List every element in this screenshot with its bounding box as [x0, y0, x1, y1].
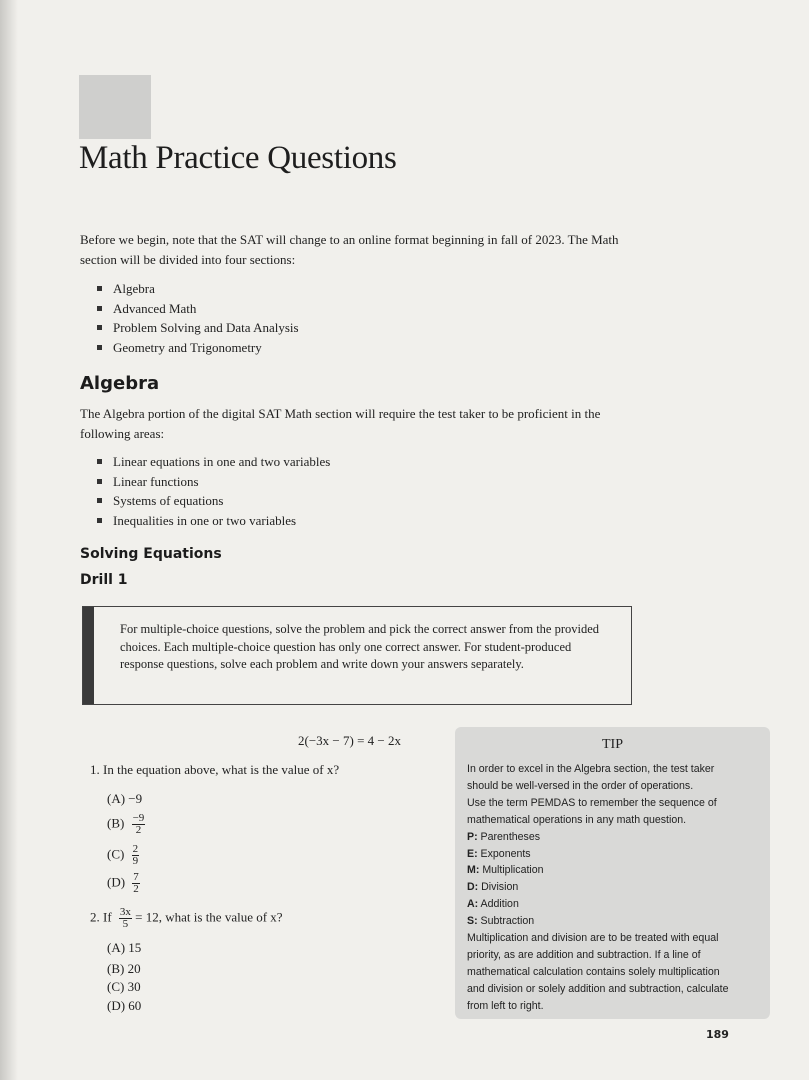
numerator: 7 — [133, 871, 139, 883]
denominator: 9 — [132, 855, 139, 867]
denominator: 2 — [133, 883, 139, 895]
fraction — [119, 907, 132, 930]
page-number: 189 — [706, 1028, 729, 1041]
choice-letter: (C) — [107, 979, 125, 994]
numerator: 2 — [132, 843, 139, 855]
choice-c — [107, 844, 139, 867]
question-2 — [90, 907, 283, 930]
choice-d — [107, 998, 141, 1014]
solving-equations-heading: Solving Equations — [80, 546, 222, 562]
algebra-areas-list — [97, 452, 330, 530]
list-item: Linear functions — [97, 472, 330, 492]
drill-instructions-box — [82, 606, 632, 705]
numerator: −9 — [132, 812, 145, 824]
denominator: 2 — [135, 824, 142, 836]
choice-letter: (A) — [107, 940, 126, 955]
pemdas-item: D: Division — [467, 881, 519, 894]
algebra-paragraph: The Algebra portion of the digital SAT Math section will require the test taker to be proficient in the following areas: — [80, 406, 601, 441]
choice-value: −9 — [128, 791, 143, 806]
question-1 — [90, 762, 339, 778]
sections-list — [97, 279, 299, 357]
fraction — [132, 844, 140, 867]
list-item: Problem Solving and Data Analysis — [97, 318, 299, 338]
tip-box — [455, 727, 770, 1019]
drill-instructions: For multiple-choice questions, solve the problem and pick the correct answer from the provided choices. Each multiple-choice question has only one correct answer. For student-produced response questions, solve each problem and write down your answers separately. — [120, 622, 600, 671]
choice-d — [107, 872, 140, 895]
question-prefix: If — [103, 909, 112, 925]
pemdas-item: E: Exponents — [467, 847, 531, 860]
tip-line: priority, as are addition and subtraction. If a line of — [467, 948, 701, 961]
question-text: In the equation above, what is the value of x? — [103, 762, 340, 777]
choice-value: 30 — [127, 979, 141, 994]
list-item: Advanced Math — [97, 299, 299, 319]
question-number: 1. — [90, 762, 100, 777]
pemdas-item: A: Addition — [467, 898, 519, 911]
numerator: 3x — [119, 906, 131, 918]
tip-title: TIP — [602, 737, 623, 752]
tip-line: and division or solely addition and subtraction, calculate — [467, 982, 729, 995]
tip-line: should be well-versed in the order of operations. — [467, 779, 694, 792]
tip-line: In order to excel in the Algebra section, the test taker — [467, 763, 715, 775]
page-edge-shadow — [0, 0, 18, 1080]
list-item: Geometry and Trigonometry — [97, 338, 299, 358]
choice-value: 15 — [128, 940, 142, 955]
fraction — [132, 872, 140, 895]
choice-a — [107, 940, 141, 956]
choice-letter: (C) — [107, 846, 125, 862]
choice-letter: (A) — [107, 791, 126, 806]
tip-line: mathematical operations in any math question. — [467, 813, 687, 826]
pemdas-item: P: Parentheses — [467, 830, 541, 843]
tip-line: mathematical calculation contains solely multiplication — [467, 965, 720, 978]
choice-b — [107, 813, 145, 836]
choice-a — [107, 791, 142, 807]
pemdas-item: M: Multiplication — [467, 864, 544, 877]
choice-letter: (B) — [107, 961, 125, 976]
list-item: Systems of equations — [97, 491, 330, 511]
pemdas-item: S: Subtraction — [467, 915, 535, 928]
choice-value: 60 — [128, 998, 142, 1013]
choice-letter: (D) — [107, 998, 126, 1013]
drill-heading: Drill 1 — [80, 572, 128, 588]
tip-line: Multiplication and division are to be treated with equal — [467, 932, 719, 945]
tip-line: from left to right. — [467, 999, 544, 1012]
chapter-marker-block — [79, 75, 151, 139]
list-item: Algebra — [97, 279, 299, 299]
denominator: 5 — [122, 918, 129, 930]
page-title: Math Practice Questions — [79, 140, 397, 176]
choice-value: 20 — [127, 961, 141, 976]
tip-line: Use the term PEMDAS to remember the sequence of — [467, 796, 717, 809]
choice-letter: (B) — [107, 815, 125, 831]
choice-b — [107, 961, 141, 977]
fraction — [132, 813, 146, 836]
list-item: Linear equations in one and two variables — [97, 452, 330, 472]
choice-letter: (D) — [107, 874, 126, 890]
tip-body — [467, 761, 762, 1015]
algebra-heading: Algebra — [80, 373, 160, 394]
choice-c — [107, 979, 141, 995]
question-text: = 12, what is the value of x? — [135, 909, 283, 925]
question-number: 2. — [90, 909, 100, 925]
equation: 2(−3x − 7) = 4 − 2x — [298, 733, 401, 748]
drill-box-accent-bar — [83, 607, 94, 704]
list-item: Inequalities in one or two variables — [97, 511, 330, 531]
intro-paragraph: Before we begin, note that the SAT will change to an online format beginning in fall of 2023. The Math section will be divided into four sections: — [80, 232, 619, 267]
